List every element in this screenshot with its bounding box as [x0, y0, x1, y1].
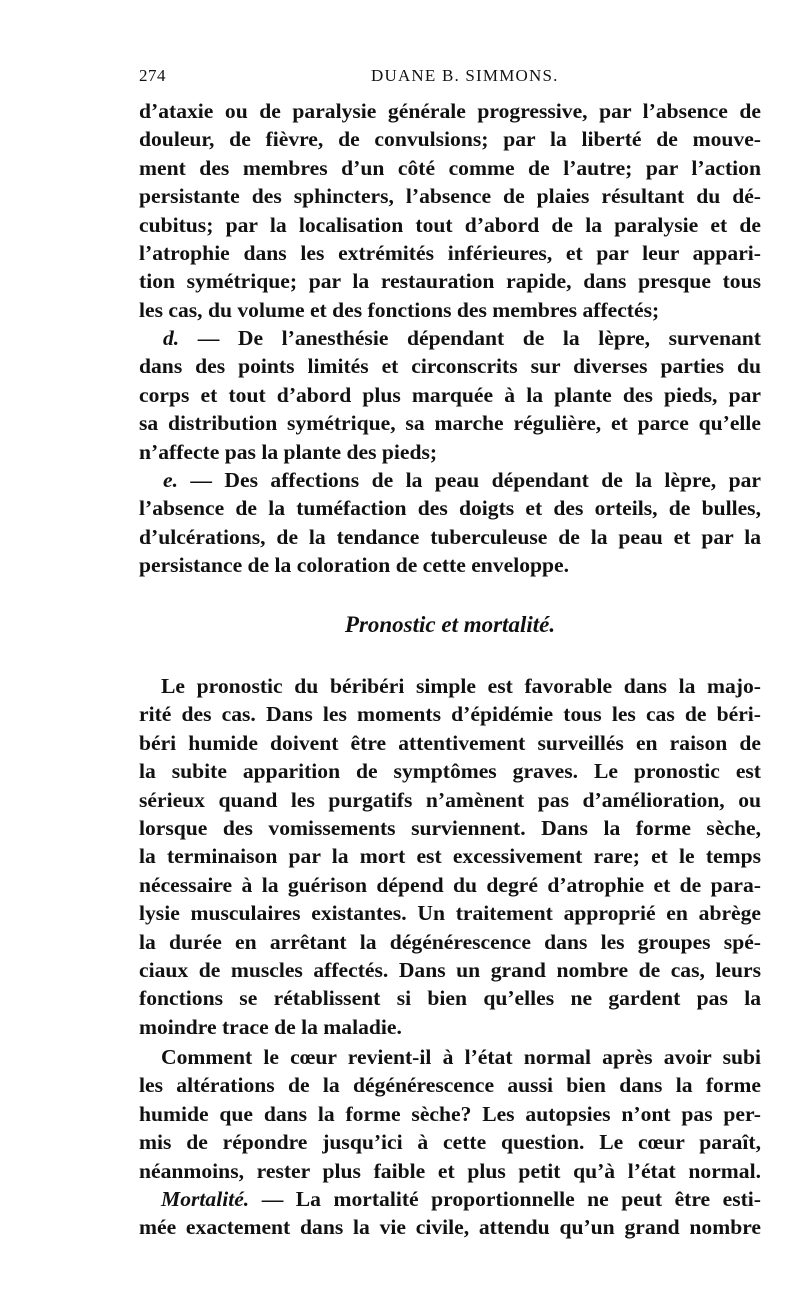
- text-line: persistante des sphincters, l’absence de plaies résultant du dé-: [139, 184, 761, 209]
- paragraph-coeur: [139, 1043, 761, 1185]
- text-line: fonctions se rétablissent si bien qu’elles ne gardent pas la: [139, 986, 761, 1011]
- text-line: ment des membres d’un côté comme de l’autre; par l’action: [139, 155, 761, 180]
- text-line: les cas, du volume et des fonctions des membres affectés;: [139, 297, 660, 322]
- text-line: n’affecte pas la plante des pieds;: [139, 439, 438, 464]
- text-line: la subite apparition de symptômes graves. Le pronostic est: [139, 759, 761, 784]
- text-line: humide que dans la forme sèche? Les autopsies n’ont pas per-: [139, 1101, 761, 1126]
- item-text: — La mortalité proportionnelle ne peut être esti-: [261, 1187, 761, 1211]
- text-line: dans des points limités et circonscrits sur diverses parties du: [139, 354, 761, 379]
- paragraph-mortalite: [139, 1185, 761, 1242]
- paragraph-item-d: [139, 324, 761, 466]
- text-line: moindre trace de la maladie.: [139, 1014, 402, 1039]
- text-line: cubitus; par la localisation tout d’abord de la paralysie et de: [139, 212, 761, 237]
- text-line: néanmoins, rester plus faible et plus petit qu’à l’état normal.: [139, 1158, 761, 1183]
- text-line: béri humide doivent être attentivement surveillés en raison de: [139, 730, 761, 755]
- text-line: persistance de la coloration de cette enveloppe.: [139, 553, 569, 578]
- text-line: la durée en arrêtant la dégénérescence dans les groupes spé-: [139, 929, 761, 954]
- subheading-mortalite: Mortalité.: [161, 1187, 250, 1211]
- item-letter: d.: [163, 326, 180, 350]
- text-line: la terminaison par la mort est excessivement rare; et le temps: [139, 844, 761, 869]
- text-line: mis de répondre jusqu’ici à cette question. Le cœur paraît,: [139, 1130, 761, 1155]
- paragraph-pronostic: [139, 672, 761, 1041]
- text-line: lysie musculaires existantes. Un traitement approprié en abrège: [139, 901, 761, 926]
- paragraph-continuation: [139, 97, 761, 324]
- page-number: 274: [139, 66, 166, 85]
- text-line: ciaux de muscles affectés. Dans un grand nombre de cas, leurs: [139, 957, 761, 982]
- text-line: d’ulcérations, de la tendance tuberculeuse de la peau et par la: [139, 524, 761, 549]
- text-line: rité des cas. Dans les moments d’épidémie tous les cas de béri-: [139, 702, 761, 727]
- text-line: nécessaire à la guérison dépend du degré d’atrophie et de para-: [139, 872, 761, 897]
- text-line: d’ataxie ou de paralysie générale progressive, par l’absence de: [139, 99, 761, 123]
- text-line: sérieux quand les purgatifs n’amènent pas d’amélioration, ou: [139, 787, 761, 812]
- text-line: [139, 324, 761, 352]
- text-line: corps et tout d’abord plus marquée à la plante des pieds, par: [139, 382, 761, 407]
- text-line: les altérations de la dégénérescence aussi bien dans la forme: [139, 1073, 761, 1098]
- text-line: Comment le cœur revient-il à l’état normal après avoir subi: [161, 1045, 761, 1069]
- text-line: mée exactement dans la vie civile, attendu qu’un grand nombre: [139, 1215, 761, 1240]
- running-head: DUANE B. SIMMONS.: [371, 66, 559, 85]
- text-line: lorsque des vomissements surviennent. Dans la forme sèche,: [139, 815, 761, 840]
- text-line: [139, 466, 761, 494]
- text-line: Le pronostic du béribéri simple est favorable dans la majo-: [161, 674, 761, 698]
- text-line: sa distribution symétrique, sa marche régulière, et parce qu’elle: [139, 411, 761, 436]
- item-text: — Des affections de la peau dépendant de la lèpre, par: [190, 468, 761, 492]
- item-letter: e.: [163, 468, 178, 492]
- section-heading: Pronostic et mortalité.: [344, 612, 556, 637]
- text-line: l’absence de la tuméfaction des doigts et des orteils, de bulles,: [139, 496, 761, 521]
- text-line: l’atrophie dans les extrémités inférieures, et par leur appari-: [139, 240, 761, 265]
- page-header: [139, 66, 761, 92]
- item-text: — De l’anesthésie dépendant de la lèpre, survenant: [197, 326, 761, 350]
- text-line: tion symétrique; par la restauration rapide, dans presque tous: [139, 269, 761, 294]
- text-line: douleur, de fièvre, de convulsions; par la liberté de mouve-: [139, 127, 761, 152]
- text-line: [139, 1185, 761, 1213]
- paragraph-item-e: [139, 466, 761, 580]
